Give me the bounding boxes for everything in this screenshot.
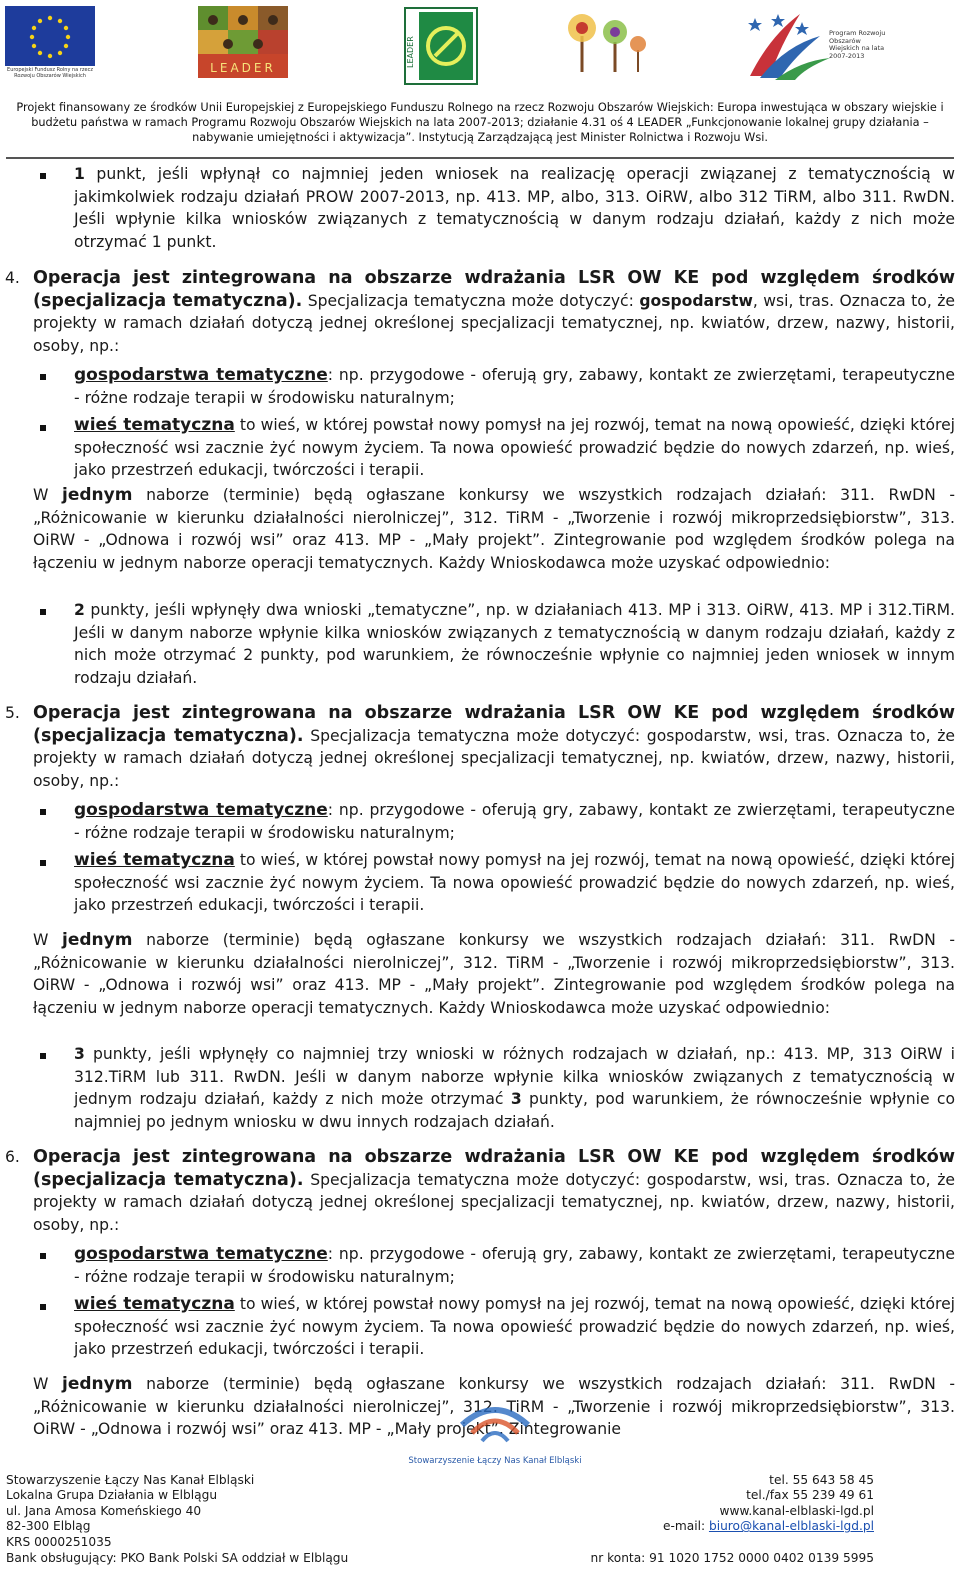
bullet-marker xyxy=(40,1053,46,1059)
email-label: e-mail: xyxy=(662,1519,709,1534)
org-krs: KRS 0000251035 xyxy=(6,1534,112,1549)
section-6-number: 6. xyxy=(5,1148,20,1166)
bullet-marker xyxy=(40,173,46,179)
s4-nabor-paragraph: W jednym naborze (terminie) będą ogłaszane konkursy we wszystkich rodzajach działań: 311. RwDN - „Różnicowanie w kierunku działalności nierolniczej”, 312. TiRM - „Tworzenie i rozwój mikroprzedsiębiorstw”, 313. OiRW - „Odnowa i rozwój wsi” oraz 413. MP - „Mały projekt”. Zintegrowanie pod względem środków polega na łączeniu w jednym naborze operacji tematycznych. Każdy Wnioskodawca może uzyskać odpowiednio: xyxy=(33,485,955,572)
org-street: ul. Jana Amosa Komeńskiego 40 xyxy=(6,1503,202,1518)
s5-wies-item: wieś tematyczna to wieś, w której powstał nowy pomysł na jej rozwój, temat na nową opowieść, dzięki której społeczność wsi zacznie żyć nowym życiem. Ta nowa opowieść prowadzić będzie do nowych zdarzeń, np. wieś, jako przestrzeń edukacji, twórczości i terapii. xyxy=(74,850,955,914)
bullet-marker xyxy=(40,425,46,431)
contact-email-row xyxy=(474,1519,874,1534)
section-4-number: 4. xyxy=(5,269,20,287)
header-divider xyxy=(6,157,954,159)
footer-contact xyxy=(474,1473,874,1535)
section-4-heading: Operacja jest zintegrowana na obszarze wdrażania LSR OW KE pod względem środków (specjalizacja tematyczna). Specjalizacja tematyczna może dotyczyć: gospodarstw, wsi, tras. Oznacza to, że projekty w ramach działań dotyczą jednej określonej specjalizacji tematycznej, np. kwiatów, drzew, nazwy, historii, osoby, np.: xyxy=(33,268,955,355)
section-5-heading: Operacja jest zintegrowana na obszarze wdrażania LSR OW KE pod względem środków (specjalizacja tematyczna). Specjalizacja tematyczna może dotyczyć: gospodarstw, wsi, tras. Oznacza to, że projekty w ramach działań dotyczą jednej określonej specjalizacji tematycznej, np. kwiatów, drzew, nazwy, historii, osoby, np.: xyxy=(33,703,955,790)
org-subtitle: Lokalna Grupa Działania w Elblągu xyxy=(6,1488,218,1503)
s5-nabor-paragraph: W jednym naborze (terminie) będą ogłaszane konkursy we wszystkich rodzajach działań: 311. RwDN - „Różnicowanie w kierunku działalności nierolniczej”, 312. TiRM - „Tworzenie i rozwój mikroprzedsiębiorstw”, 313. OiRW - „Odnowa i rozwój wsi” oraz 413. MP - „Mały projekt”. Zintegrowanie pod względem środków polega na łączeniu w jednym naborze operacji tematycznych. Każdy Wnioskodawca może uzyskać odpowiednio: xyxy=(33,930,955,1017)
contact-www[interactable]: www.kanal-elblaski-lgd.pl xyxy=(719,1503,874,1518)
section-6-heading: Operacja jest zintegrowana na obszarze wdrażania LSR OW KE pod względem środków (specjalizacja tematyczna). Specjalizacja tematyczna może dotyczyć: gospodarstw, wsi, tras. Oznacza to, że projekty w ramach działań dotyczą jednej określonej specjalizacji tematycznej, np. kwiatów, drzew, nazwy, historii, osoby, np.: xyxy=(33,1147,955,1234)
svg-text:Stowarzyszenie Łączy Nas Kanał: Stowarzyszenie Łączy Nas Kanał Elbląski xyxy=(408,1456,582,1466)
leader-mosaic-logo xyxy=(198,6,288,78)
bullet-marker xyxy=(40,860,46,866)
s4-wies-item: wieś tematyczna to wieś, w której powstał nowy pomysł na jej rozwój, temat na nową opowieść, dzięki której społeczność wsi zacznie żyć nowym życiem. Ta nowa opowieść prowadzić będzie do nowych zdarzeń, np. wieś, jako przestrzeń edukacji, twórczości i terapii. xyxy=(74,415,955,479)
s5-points-item: 3 punkty, jeśli wpłynęły co najmniej trzy wnioski w różnych rodzajach w działań, np.: 413. MP, 313 OiRW i 312.TiRM lub 311. RwDN. Jeśli w danym naborze wpłynie kilka wniosków związanych z tematycznością w jednym rodzaju działań, każdy z nich może otrzymać 3 punkty, pod warunkiem, że równocześnie wpłynie co najmniej po jednym wniosku w dwu innych rodzajach działań. xyxy=(74,1045,955,1131)
bullet-marker xyxy=(40,809,46,815)
flowers-logo xyxy=(560,6,655,76)
s4-gospodarstwa-item: gospodarstwa tematyczne: np. przygodowe - oferują gry, zabawy, kontakt ze zwierzętami, terapeutyczne - różne rodzaje terapii w środowisku naturalnym; xyxy=(74,365,955,407)
org-city: 82-300 Elbląg xyxy=(6,1519,91,1534)
leader-green-logo xyxy=(405,8,477,84)
s6-nabor-paragraph: W jednym naborze (terminie) będą ogłaszane konkursy we wszystkich rodzajach działań: 311. RwDN - „Różnicowanie w kierunku działalności nierolniczej”, 312. TiRM - „Tworzenie i rozwój mikroprzedsiębiorstw”, 313. OiRW - „Odnowa i rozwój wsi” oraz 413. MP - „Mały projekt”. Zintegrowanie xyxy=(33,1374,955,1438)
header-logos xyxy=(0,0,960,96)
bullet-marker xyxy=(40,1253,46,1259)
svg-text:LEADER: LEADER xyxy=(406,36,415,68)
bullet-marker xyxy=(40,374,46,380)
contact-fax: tel./fax 55 239 49 61 xyxy=(746,1488,874,1503)
s6-gospodarstwa-item: gospodarstwa tematyczne: np. przygodowe - oferują gry, zabawy, kontakt ze zwierzętami, terapeutyczne - różne rodzaje terapii w środowisku naturalnym; xyxy=(74,1244,955,1286)
s4-points-item: 2 punkty, jeśli wpłynęły dwa wnioski „tematyczne”, np. w działaniach 413. MP i 313. OiRW, 413. MP i 312.TiRM. Jeśli w danym naborze wpłynie kilka wniosków związanych z tematycznością w danym rodzaju działań, każdy z nich może otrzymać 2 punkty, pod warunkiem, że równocześnie wpłynie co najmniej jeden wniosek w innym rodzaju działań. xyxy=(74,601,955,687)
s5-gospodarstwa-item: gospodarstwa tematyczne: np. przygodowe - oferują gry, zabawy, kontakt ze zwierzętami, terapeutyczne - różne rodzaje terapii w środowisku naturalnym; xyxy=(74,800,955,842)
s6-wies-item: wieś tematyczna to wieś, w której powstał nowy pomysł na jej rozwój, temat na nową opowieść, dzięki której społeczność wsi zacznie żyć nowym życiem. Ta nowa opowieść prowadzić będzie do nowych zdarzeń, np. wieś, jako przestrzeń edukacji, twórczości i terapii. xyxy=(74,1294,955,1358)
org-name: Stowarzyszenie Łączy Nas Kanał Elbląski xyxy=(6,1473,255,1487)
section-5-number: 5. xyxy=(5,704,20,722)
association-stamp-logo xyxy=(408,1395,582,1473)
eu-caption: Europejski Fundusz Rolny na rzecz Rozwoju Obszarów Wiejskich xyxy=(7,67,93,79)
footer-account: nr konta: 91 1020 1752 0000 0402 0139 5995 xyxy=(590,1551,874,1565)
bullet-marker xyxy=(40,609,46,615)
funding-disclaimer: Projekt finansowany ze środków Unii Europejskiej z Europejskiego Funduszu Rolnego na rzecz Rozwoju Obszarów Wiejskich: Europa inwestująca w obszary wiejskie i budżetu państwa w ramach Programu Rozwoju Obszarów Wiejskich na lata 2007-2013; działanie 4.31 oś 4 LEADER „Funkcjonowanie lokalnej grupy działania – nabywanie umiejętności i aktywizacja”. Instytucją Zarządzającą jest Minister Rolnictwa i Rozwoju Wsi. xyxy=(16,101,944,144)
bullet-marker xyxy=(40,1304,46,1310)
bullet-one-point: 1 punkt, jeśli wpłynął co najmniej jeden wniosek na realizację operacji związanej z tematycznością w jakimkolwiek rodzaju działań PROW 2007-2013, np. 413. MP, albo, 313. OiRW, albo 312 TiRM, albo 311. RwDN. Jeśli wpłynie kilka wniosków związanych z tematycznością w danym rodzaju działań, każdy z nich może otrzymać 1 punkt. xyxy=(74,165,955,251)
contact-tel: tel. 55 643 58 45 xyxy=(769,1473,874,1487)
leader-word: LEADER xyxy=(210,61,276,75)
email-link[interactable]: biuro@kanal-elblaski-lgd.pl xyxy=(708,1519,874,1534)
prow-caption: Program Rozwoju Obszarów Wiejskich na lata 2007-2013 xyxy=(829,29,886,60)
footer-organization xyxy=(6,1473,426,1550)
footer-bank: Bank obsługujący: PKO Bank Polski SA oddział w Elblągu xyxy=(6,1551,349,1565)
